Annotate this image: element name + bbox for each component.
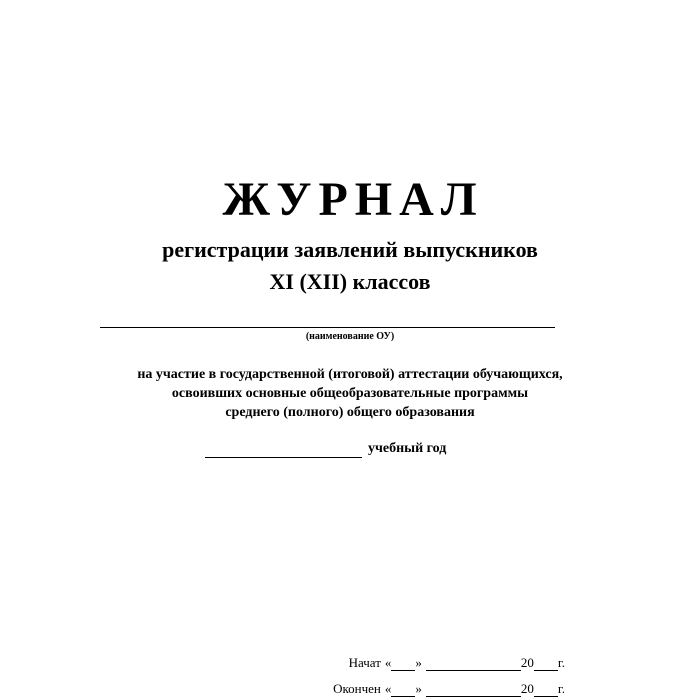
end-date-close-quote: » (415, 681, 422, 696)
start-date-label: Начат (348, 655, 381, 670)
start-date-close-quote: » (415, 655, 422, 670)
end-date-row (300, 681, 565, 697)
document-subtitle-line2: XI (XII) классов (269, 269, 431, 294)
purpose-line1: на участие в государственной (итоговой) аттестации обучающихся, (137, 367, 563, 382)
end-date-year-suffix: г. (557, 681, 565, 696)
start-date-century: 20 (520, 655, 534, 670)
document-title: ЖУРНАЛ (222, 173, 484, 226)
organization-name-line (100, 327, 555, 328)
end-date-label: Окончен (333, 681, 381, 696)
start-date-month-blank (426, 657, 521, 671)
academic-year-label: учебный год (368, 441, 447, 456)
purpose-line3: среднего (полного) общего образования (225, 405, 475, 420)
start-date-year-suffix: г. (557, 655, 565, 670)
end-date-century: 20 (520, 681, 534, 696)
academic-year-row (205, 440, 446, 458)
end-date-month-blank (426, 683, 521, 697)
academic-year-blank (205, 444, 362, 458)
start-date-day-blank (391, 657, 415, 671)
end-date-day-blank (391, 683, 415, 697)
document-subtitle-line1: регистрации заявлений выпускников (162, 237, 538, 262)
start-date-row (300, 655, 565, 671)
end-date-year-blank (534, 683, 558, 697)
start-date-open-quote: « (384, 655, 392, 670)
organization-name-caption: (наименование ОУ) (305, 331, 395, 342)
end-date-open-quote: « (384, 681, 392, 696)
start-date-year-blank (534, 657, 558, 671)
purpose-line2: освоивших основные общеобразовательные программы (171, 386, 529, 401)
